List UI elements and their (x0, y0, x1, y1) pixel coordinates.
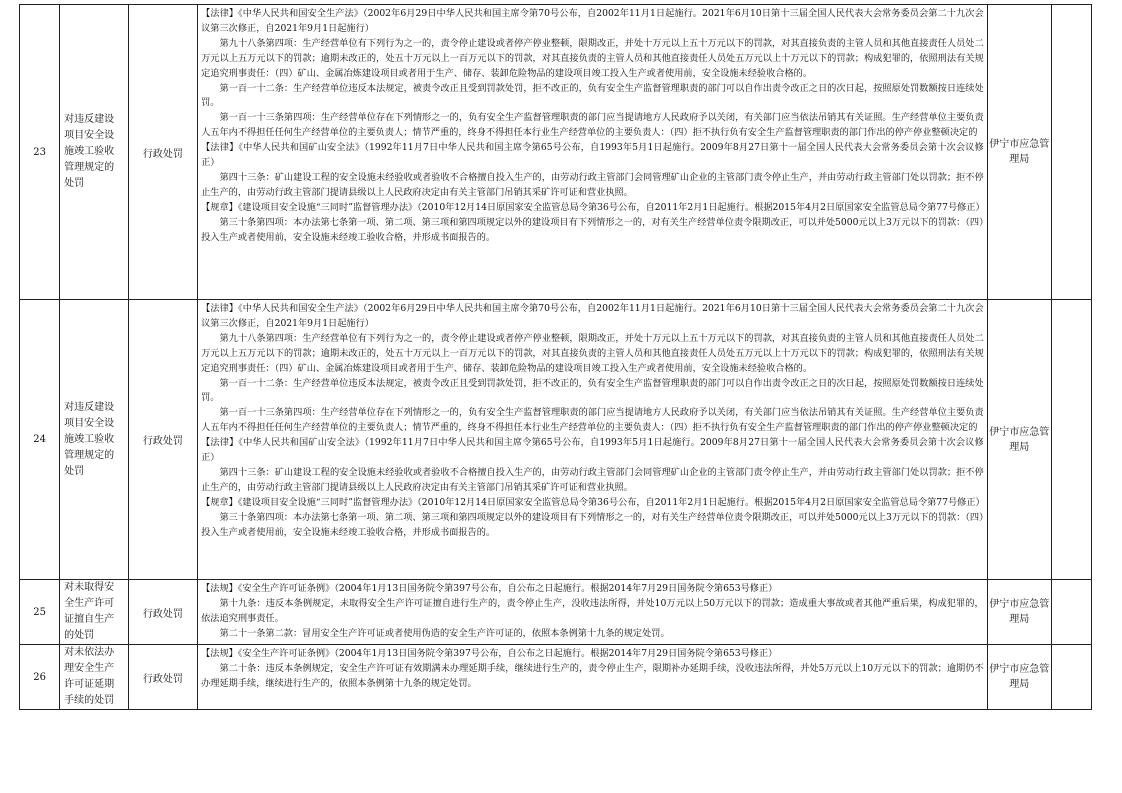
item-name: 对未依法办理安全生产许可证延期手续的处罚 (60, 645, 128, 710)
penalty-table (19, 4, 1092, 710)
legal-basis (198, 645, 988, 710)
table-row (20, 5, 1092, 300)
item-kind: 行政处罚 (128, 645, 198, 710)
basis-paragraph: 第二十一条第二款：冒用安全生产许可证或者使用伪造的安全生产许可证的，依照本条例第十九条的规定处罚。 (219, 627, 670, 639)
basis-paragraph: 第九十八条第四项：生产经营单位有下列行为之一的，责令停止建设或者停产停业整顿，限期改正，并处十万元以上五十万元以下的罚款，对其直接负责的主管人员和其他直接责任人员处二万元以上五万元以下的罚款；逾期未改正的，处五十万元以上一百万元以下的罚款，对其直接负责的主管人员和其他直接责任人员处五万元以上十万元以下的罚款；构成犯罪的，依照刑法有关规定追究刑事责任：（四）矿山、金属冶炼建设项目或者用于生产、储存、装卸危险物品的建设项目竣工投入生产或者使用前，安全设施未经验收合格的。 (201, 37, 984, 79)
table-row (20, 645, 1092, 710)
responsible-department: 伊宁市应急管理局 (987, 300, 1051, 580)
item-name: 对违反建设项目安全设施竣工验收管理规定的处罚 (60, 5, 128, 300)
basis-paragraph: 【法规】《安全生产许可证条例》（2004年1月13日国务院令第397号公布，自公布之日起施行。根据2014年7月29日国务院令第653号修正） (201, 648, 778, 659)
legal-basis (198, 300, 988, 580)
legal-basis (198, 5, 988, 300)
basis-paragraph: 【法律】《中华人民共和国矿山安全法》（1992年11月7日中华人民共和国主席令第65号公布，自1993年5月1日起施行。2009年8月27日第十一届全国人民代表大会常务委员会第十次会议修正） (201, 437, 984, 464)
basis-paragraph: 第一百一十三条第四项：生产经营单位存在下列情形之一的，负有安全生产监督管理职责的部门应当提请地方人民政府予以关闭，有关部门应当依法吊销其有关证照。生产经营单位主要负责人五年内不得担任任何生产经营单位的主要负责人；情节严重的，终身不得担任本行业生产经营单位的主要负责人：（四）拒不执行负有安全生产监督管理职责的部门作出的停产停业整顿决定的 (201, 407, 984, 434)
table-row (20, 580, 1092, 645)
basis-paragraph: 【法规】《安全生产许可证条例》（2004年1月13日国务院令第397号公布，自公布之日起施行。根据2014年7月29日国务院令第653号修正） (201, 583, 778, 594)
table-row (20, 300, 1092, 580)
basis-paragraph: 【规章】《建设项目安全设施“三同时”监督管理办法》（2010年12月14日原国家安全监管总局令第36号公布，自2011年2月1日起施行。根据2015年4月2日原国家安全监管总局令第77号修正） (201, 496, 985, 508)
item-name: 对违反建设项目安全设施竣工验收管理规定的处罚 (60, 300, 128, 580)
basis-paragraph: 【规章】《建设项目安全设施“三同时”监督管理办法》（2010年12月14日原国家安全监管总局令第36号公布，自2011年2月1日起施行。根据2015年4月2日原国家安全监管总局令第77号修正） (201, 201, 985, 213)
basis-paragraph: 第四十三条：矿山建设工程的安全设施未经验收或者验收不合格擅自投入生产的，由劳动行政主管部门会同管理矿山企业的主管部门责令停止生产，并由劳动行政主管部门处以罚款；拒不停止生产的，由劳动行政主管部门提请县级以上人民政府决定由有关主管部门吊销其采矿许可证和营业执照。 (201, 171, 984, 198)
row-number: 26 (20, 645, 60, 710)
remarks-cell (1051, 300, 1091, 580)
basis-paragraph: 第一百一十二条：生产经营单位违反本法规定，被责令改正且受到罚款处罚，拒不改正的，负有安全生产监督管理职责的部门可以自作出责令改正之日的次日起，按照原处罚数额按日连续处罚。 (201, 377, 984, 404)
basis-paragraph: 【法律】《中华人民共和国矿山安全法》（1992年11月7日中华人民共和国主席令第65号公布，自1993年5月1日起施行。2009年8月27日第十一届全国人民代表大会常务委员会第十次会议修正） (201, 142, 984, 169)
basis-paragraph: 第三十条第四项：本办法第七条第一项、第二项、第三项和第四项规定以外的建设项目有下列情形之一的，对有关生产经营单位责令限期改正，可以并处5000元以上3万元以下的罚款：（四）投入生产或者使用前，安全设施未经竣工验收合格，并形成书面报告的。 (201, 216, 984, 243)
remarks-cell (1051, 645, 1091, 710)
row-number: 24 (20, 300, 60, 580)
item-kind: 行政处罚 (128, 300, 198, 580)
basis-paragraph: 第九十八条第四项：生产经营单位有下列行为之一的，责令停止建设或者停产停业整顿，限期改正，并处十万元以上五十万元以下的罚款，对其直接负责的主管人员和其他直接责任人员处二万元以上五万元以下的罚款；逾期未改正的，处五十万元以上一百万元以下的罚款，对其直接负责的主管人员和其他直接责任人员处五万元以上十万元以下的罚款；构成犯罪的，依照刑法有关规定追究刑事责任：（四）矿山、金属冶炼建设项目或者用于生产、储存、装卸危险物品的建设项目竣工投入生产或者使用前，安全设施未经验收合格的。 (201, 332, 984, 374)
basis-paragraph: 第三十条第四项：本办法第七条第一项、第二项、第三项和第四项规定以外的建设项目有下列情形之一的，对有关生产经营单位责令限期改正，可以并处5000元以上3万元以下的罚款：（四）投入生产或者使用前，安全设施未经竣工验收合格，并形成书面报告的。 (201, 511, 984, 538)
basis-paragraph: 第十九条：违反本条例规定，未取得安全生产许可证擅自进行生产的，责令停止生产，没收违法所得，并处10万元以上50万元以下的罚款；造成重大事故或者其他严重后果，构成犯罪的，依法追究刑事责任。 (201, 597, 984, 624)
basis-paragraph: 第四十三条：矿山建设工程的安全设施未经验收或者验收不合格擅自投入生产的，由劳动行政主管部门会同管理矿山企业的主管部门责令停止生产，并由劳动行政主管部门处以罚款；拒不停止生产的，由劳动行政主管部门提请县级以上人民政府决定由有关主管部门吊销其采矿许可证和营业执照。 (201, 466, 984, 493)
basis-paragraph: 【法律】《中华人民共和国安全生产法》（2002年6月29日中华人民共和国主席令第70号公布，自2002年11月1日起施行。2021年6月10日第十三届全国人民代表大会常务委员会第二十九次会议第三次修正，自2021年9月1日起施行） (201, 303, 984, 329)
legal-basis (198, 580, 988, 645)
remarks-cell (1051, 5, 1091, 300)
row-number: 23 (20, 5, 60, 300)
basis-paragraph: 第一百一十二条：生产经营单位违反本法规定，被责令改正且受到罚款处罚，拒不改正的，负有安全生产监督管理职责的部门可以自作出责令改正之日的次日起，按照原处罚数额按日连续处罚。 (201, 82, 984, 109)
basis-paragraph: 第一百一十三条第四项：生产经营单位存在下列情形之一的，负有安全生产监督管理职责的部门应当提请地方人民政府予以关闭，有关部门应当依法吊销其有关证照。生产经营单位主要负责人五年内不得担任任何生产经营单位的主要负责人；情节严重的，终身不得担任本行业生产经营单位的主要负责人：（四）拒不执行负有安全生产监督管理职责的部门作出的停产停业整顿决定的 (201, 112, 984, 139)
item-kind: 行政处罚 (128, 580, 198, 645)
remarks-cell (1051, 580, 1091, 645)
responsible-department: 伊宁市应急管理局 (987, 580, 1051, 645)
responsible-department: 伊宁市应急管理局 (987, 645, 1051, 710)
penalty-table-body (20, 5, 1092, 710)
basis-paragraph: 【法律】《中华人民共和国安全生产法》（2002年6月29日中华人民共和国主席令第70号公布，自2002年11月1日起施行。2021年6月10日第十三届全国人民代表大会常务委员会第二十九次会议第三次修正，自2021年9月1日起施行） (201, 8, 984, 34)
row-number: 25 (20, 580, 60, 645)
basis-paragraph: 第二十条：违反本条例规定，安全生产许可证有效期满未办理延期手续，继续进行生产的，责令停止生产，限期补办延期手续，没收违法所得，并处5万元以上10万元以下的罚款；逾期仍不办理延期手续，继续进行生产的，依照本条例第十九条的规定处罚。 (201, 662, 984, 689)
item-kind: 行政处罚 (128, 5, 198, 300)
responsible-department: 伊宁市应急管理局 (987, 5, 1051, 300)
item-name: 对未取得安全生产许可证擅自生产的处罚 (60, 580, 128, 645)
